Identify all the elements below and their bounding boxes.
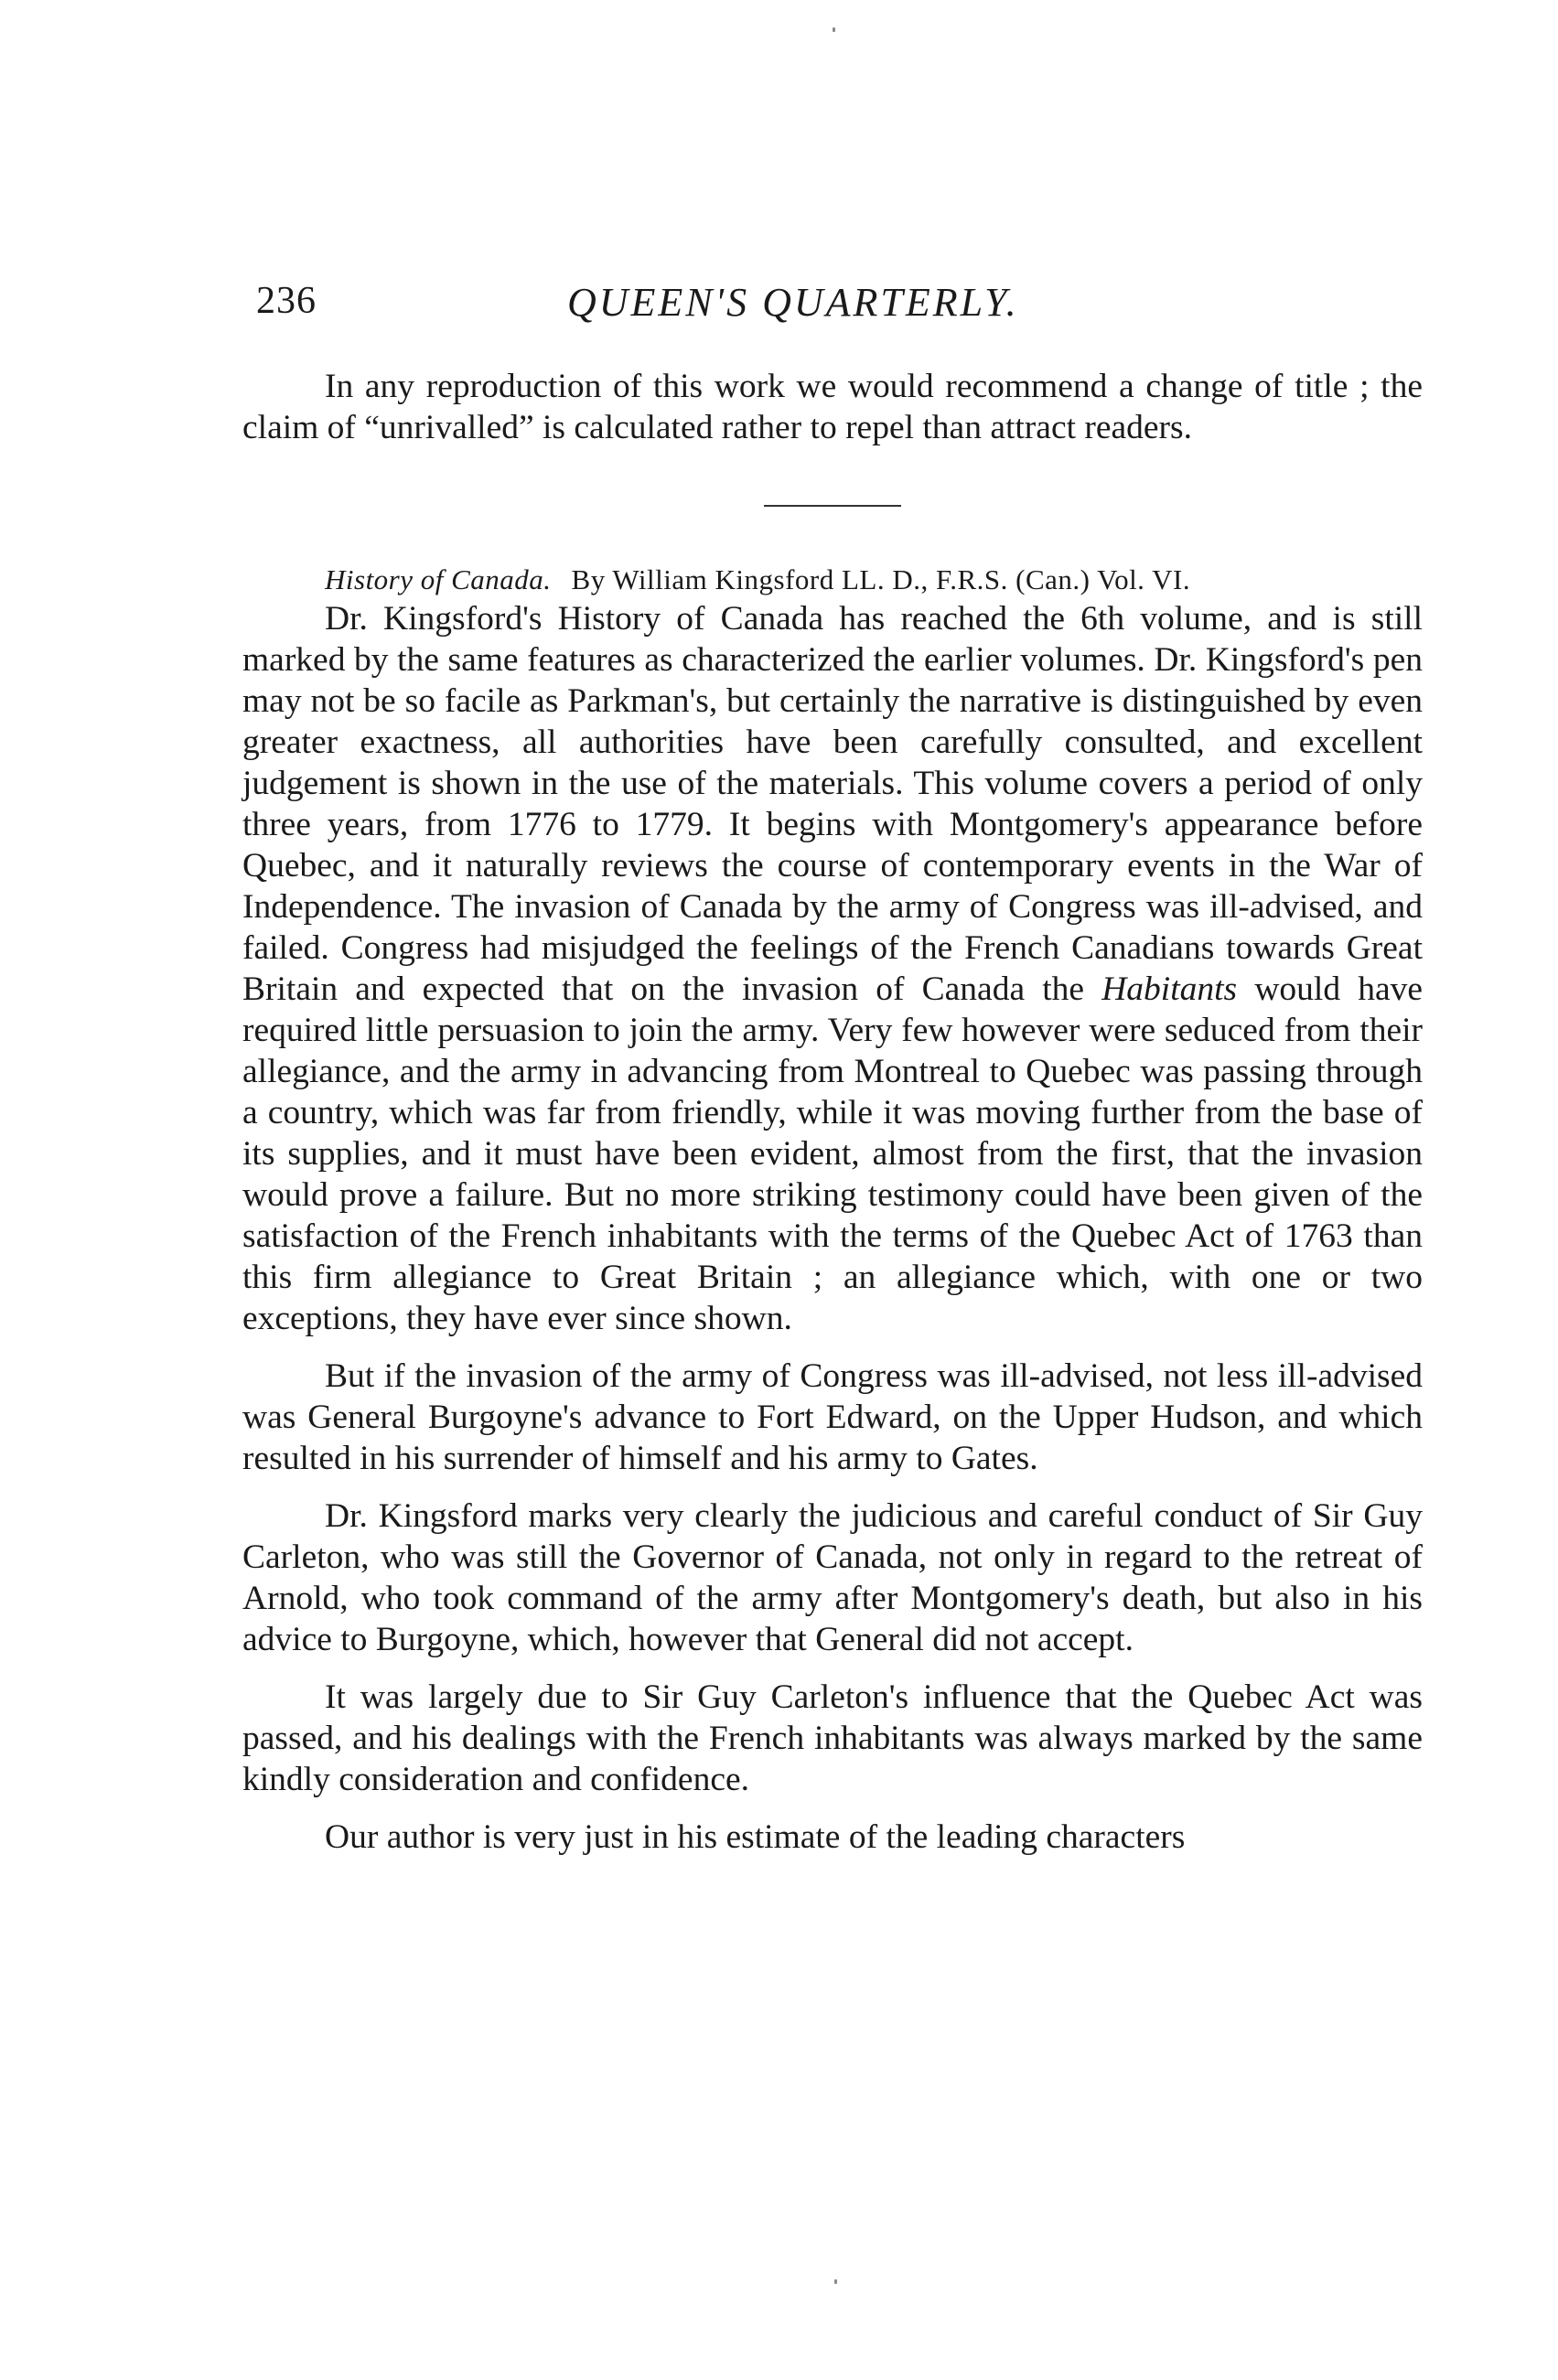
book-citation	[242, 562, 1423, 598]
review-paragraph-2: But if the invasion of the army of Congress was ill-advised, not less ill-advised was General Burgoyne's advance to Fort Edward, on the Upper Hudson, and which resulted in his surrender of himself and his army to Gates.	[242, 1357, 1423, 1477]
journal-title: QUEEN'S QUARTERLY.	[567, 280, 1019, 325]
review-paragraph-5: Our author is very just in his estimate of the leading characters	[325, 1818, 1186, 1856]
scan-speck	[834, 2279, 837, 2284]
scan-speck	[833, 27, 835, 32]
review-paragraph-1-end: would have required little persuasion to join the army. Very few however were seduced from their allegiance, and the army in advancing from Montreal to Quebec was passing through a country, which was far from friendly, while it was moving further from the base of its supplies, and it must have been evident, almost from the first, that the invasion would prove a failure. But no more striking testimony could have been given of the satisfaction of the French inhabitants with the terms of the Quebec Act of 1763 than this firm allegiance to Great Britain ; an allegiance which, with one or two exceptions, they have ever since shown.	[242, 970, 1424, 1337]
book-details: By William Kingsford LL. D., F.R.S. (Can.) Vol. VI.	[571, 563, 1191, 595]
section-divider	[764, 505, 901, 507]
review-paragraph-1	[242, 598, 1423, 1339]
review-paragraph-1-start: Dr. Kingsford's History of Canada has reached the 6th volume, and is still marked by the same features as characterized the earlier volumes. Dr. Kingsford's pen may not be so facile as Parkman's, but certainly the narrative is distinguished by even greater exactness, all authorities have been carefully consulted, and excellent judgement is shown in the use of the materials. This volume covers a period of only three years, from 1776 to 1779. It begins with Montgomery's appearance before Quebec, and it naturally reviews the course of contemporary events in the War of Independence. The invasion of Canada by the army of Congress was ill-advised, and failed. Congress had misjudged the feelings of the French Canadians towards Great Britain and expected that on the invasion of Canada the	[242, 600, 1423, 1008]
habitants-term: Habitants	[1101, 970, 1238, 1008]
page-number: 236	[256, 280, 317, 322]
review-paragraph-4: It was largely due to Sir Guy Carleton's influence that the Quebec Act was passed, and his dealings with the French inhabitants was always marked by the same kindly consideration and confidence.	[242, 1678, 1423, 1798]
review-paragraph-3: Dr. Kingsford marks very clearly the judicious and careful conduct of Sir Guy Carleton, who was still the Governor of Canada, not only in regard to the retreat of Arnold, who took command of the army after Montgomery's death, but also in his advice to Burgoyne, which, however that General did not accept.	[242, 1497, 1423, 1658]
intro-paragraph: In any reproduction of this work we would recommend a change of title ; the claim of “unrivalled” is calculated rather to repel than attract readers.	[242, 368, 1423, 446]
book-title: History of Canada.	[325, 563, 552, 595]
page-body	[242, 366, 1423, 1874]
running-head	[256, 279, 1427, 334]
